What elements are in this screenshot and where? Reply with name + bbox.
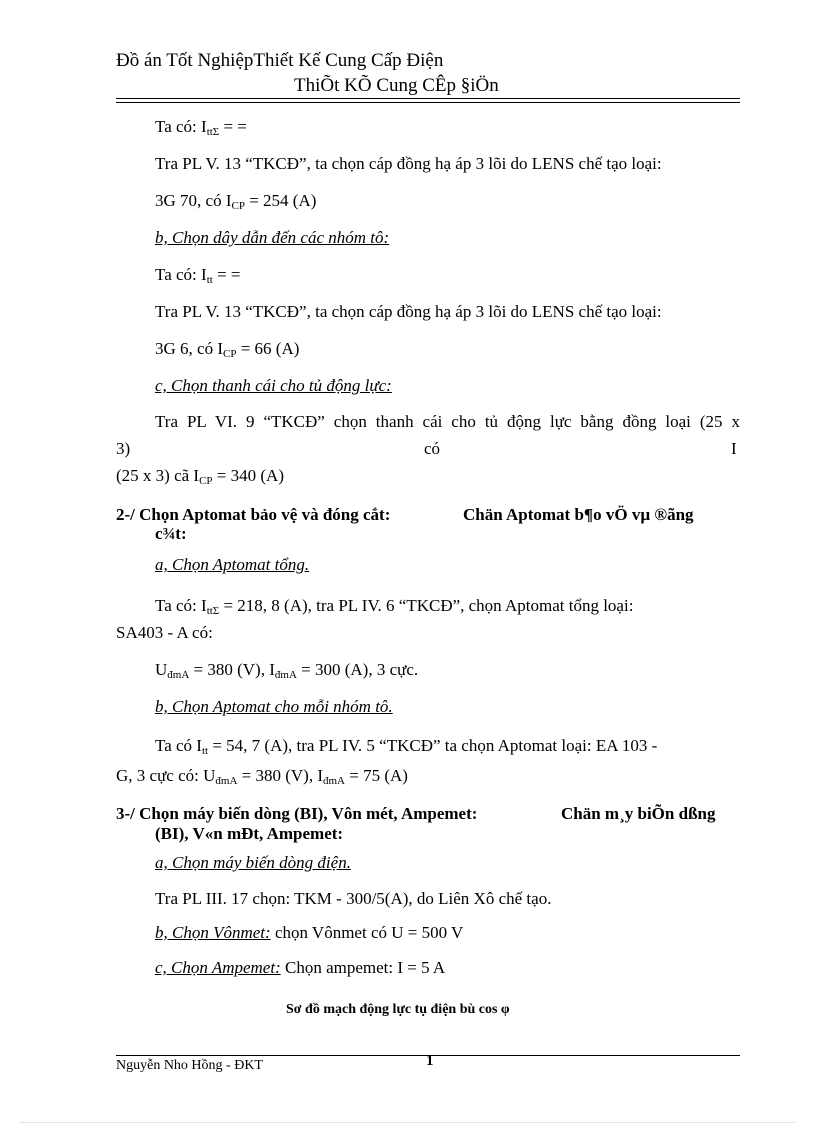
paragraph-7: Tra PL VI. 9 “TKCĐ” chọn thanh cái cho tủ động lực bằng đồng loại (25 x xyxy=(155,412,740,431)
paragraph-13: Ta có $I_{tt} = 54$, 7 (A), tra PL IV. 5 “TKCĐ” ta chọn Aptomat loại: EA 103 - xyxy=(155,736,658,757)
section-3-heading-legacy: Chän m¸y biÕn dßng xyxy=(561,804,716,823)
heading-a-current-transformer: a, Chọn máy biến dòng điện. xyxy=(155,853,351,872)
section-2-heading-legacy-cont: c¾t: xyxy=(155,524,187,543)
paragraph-5: Tra PL V. 13 “TKCĐ”, ta chọn cáp đồng hạ áp 3 lõi do LENS chế tạo loại: xyxy=(155,302,662,321)
heading-c-busbar: c, Chọn thanh cái cho tủ động lực: xyxy=(155,376,392,395)
heading-ammeter: c, Chọn Ampemet: xyxy=(155,958,281,977)
section-2-heading: 2-/ Chọn Aptomat bảo vệ và đóng cắt: xyxy=(116,505,391,524)
paragraph-17: c, Chọn Ampemet: Chọn ampemet: I = 5 A xyxy=(155,958,446,977)
paragraph-14: G, 3 cực có: $U_{đmA} = 380$ (V), $I_{đmA} = 75$ (A) xyxy=(116,766,408,787)
section-3-heading: 3-/ Chọn máy biến dòng (BI), Vôn mét, Ampemet: xyxy=(116,804,478,823)
heading-voltmeter: b, Chọn Vônmet: xyxy=(155,923,271,942)
paragraph-4: Ta có: $I_{tt}$ = = xyxy=(155,265,241,286)
paragraph-8-a: 3) xyxy=(116,439,131,458)
paragraph-1: Ta có: $I_{tt\Sigma}$ = = xyxy=(155,117,247,138)
section-2-heading-legacy: Chän Aptomat b¶o vÖ vµ ®ãng xyxy=(463,505,694,524)
heading-b-wires: b, Chọn dây dẫn đến các nhóm tô: xyxy=(155,228,390,247)
heading-b-group-breaker: b, Chọn Aptomat cho mỗi nhóm tô. xyxy=(155,697,393,716)
paragraph-9: (25 x 3) cã $I_{CP} = 340$ (A) xyxy=(116,466,284,487)
paragraph-10: Ta có: $I_{tt\Sigma} = 218$, 8 (A), tra PL IV. 6 “TKCĐ”, chọn Aptomat tổng loại: xyxy=(155,596,634,617)
paragraph-11: SA403 - A có: xyxy=(116,623,213,642)
paragraph-12: $U_{đmA} = 380$ (V), $I_{đmA} = 300$ (A), 3 cực. xyxy=(155,660,419,681)
paragraph-16: b, Chọn Vônmet: chọn Vônmet có U = 500 V xyxy=(155,923,464,942)
diagram-caption: Sơ đồ mạch động lực tụ điện bù cos φ xyxy=(286,1002,510,1017)
paragraph-8-c: I xyxy=(731,439,737,458)
paragraph-3: 3G 70, có $I_{CP} = 254$ (A) xyxy=(155,191,317,212)
paragraph-6: 3G 6, có $I_{CP} = 66$ (A) xyxy=(155,339,300,360)
heading-a-main-breaker: a, Chọn Aptomat tổng. xyxy=(155,555,310,574)
section-3-heading-cont: (BI), V«n mÐt, Ampemet: xyxy=(155,824,344,843)
footer-author: Nguyễn Nho Hồng - ĐKT xyxy=(116,1058,263,1073)
paragraph-8-b: có xyxy=(424,439,441,458)
header-title-line1: Đồ án Tốt NghiệpThiết Kế Cung Cấp Điện xyxy=(116,50,444,71)
header-rule-top xyxy=(116,98,740,99)
header-title-line2: ThiÕt KÕ Cung CÊp §iÖn xyxy=(294,75,499,96)
paragraph-15: Tra PL III. 17 chọn: TKM - 300/5(A), do Liên Xô chế tạo. xyxy=(155,889,552,908)
header-rule-bottom xyxy=(116,102,740,103)
paragraph-2: Tra PL V. 13 “TKCĐ”, ta chọn cáp đồng hạ áp 3 lõi do LENS chế tạo loại: xyxy=(155,154,662,173)
footer-page-number: 1 xyxy=(426,1053,434,1069)
